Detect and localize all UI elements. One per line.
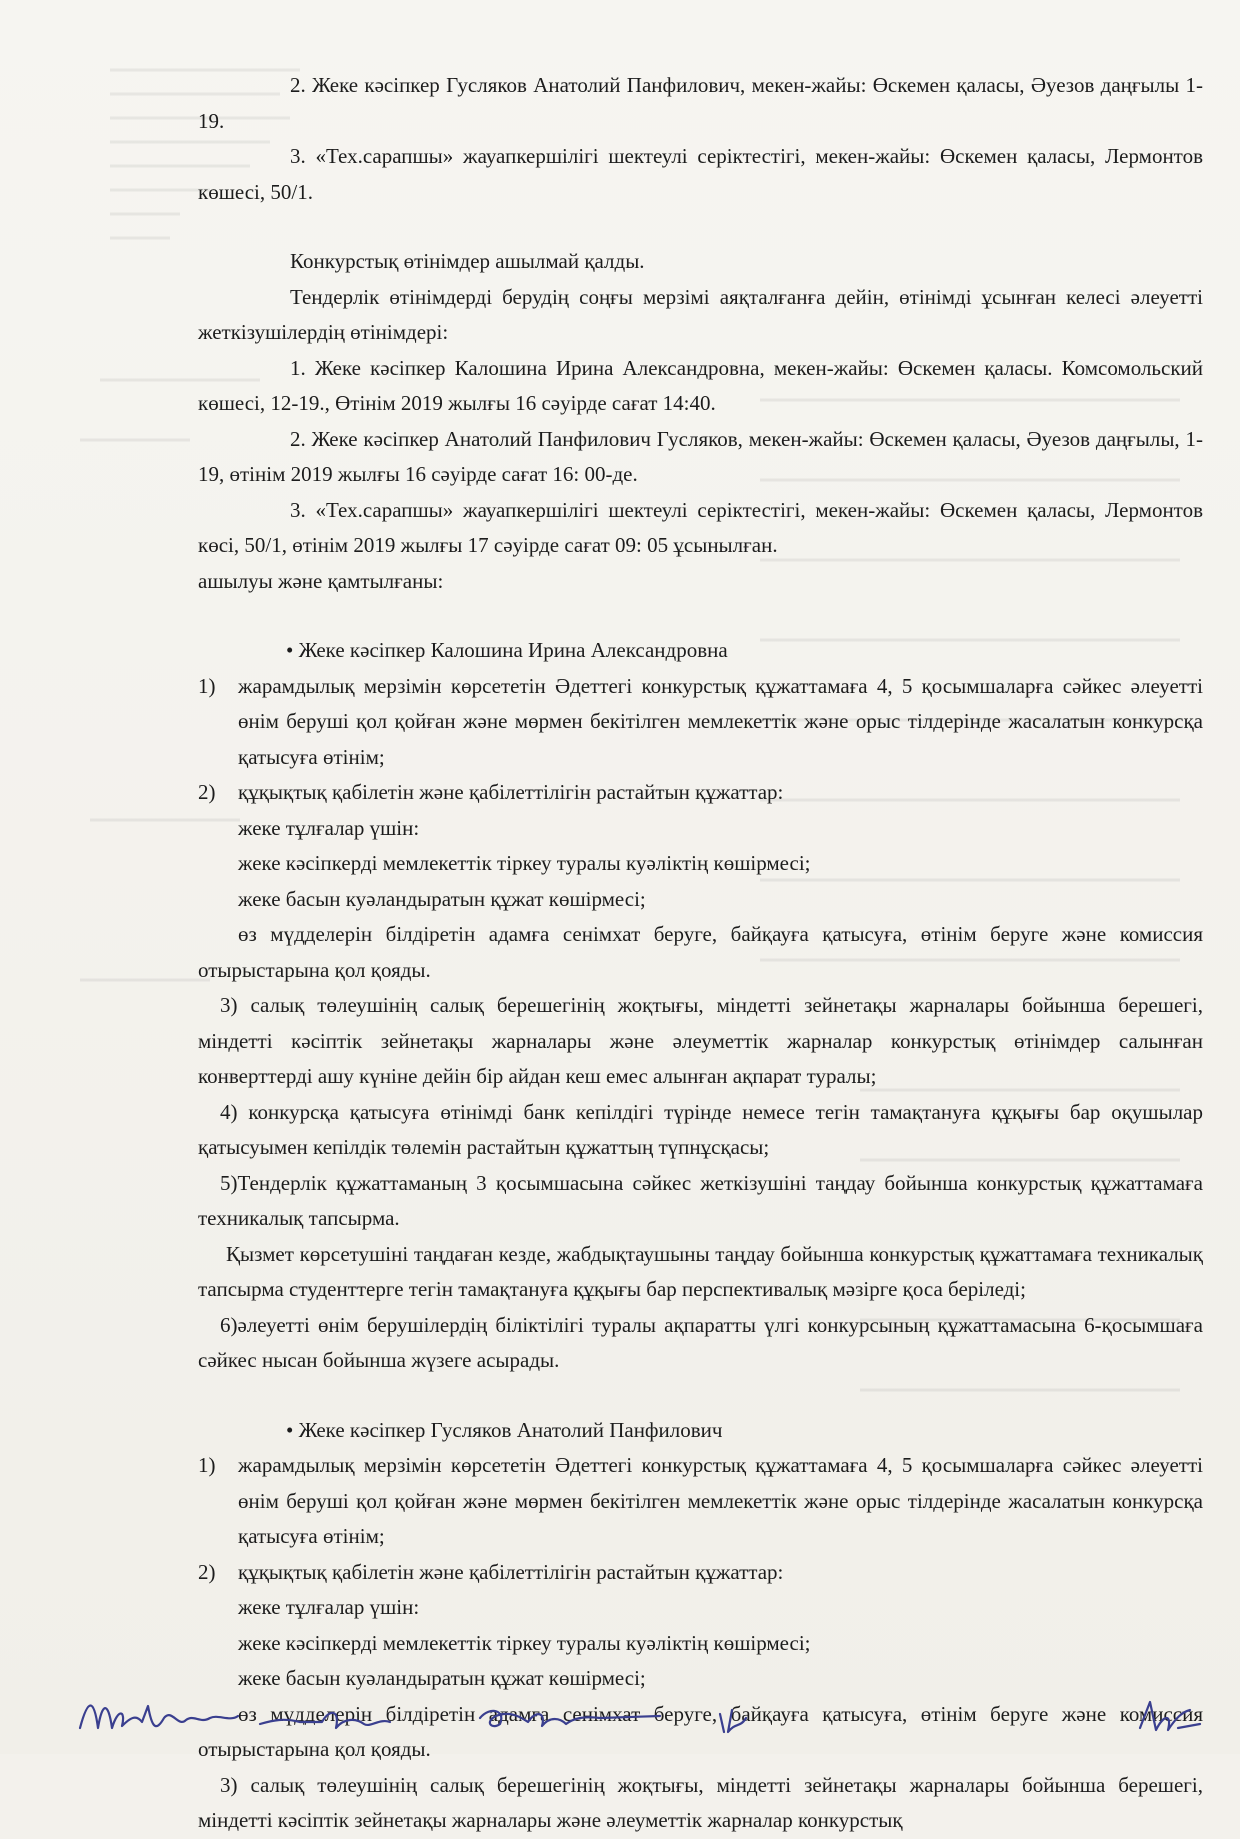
item-3: 3) салық төлеушінің салық берешегінің жоқтығы, міндетті зейнетақы жарналары бойынша берешегі, міндетті кәсіптік зейнетақы жарналары және әлеуметтік жарналар конкурстық өтінімдер салынған конверттерді ашу күніне дейін бір айдан кеш емес алынған ақпарат туралы; xyxy=(198,993,1203,1088)
power-of-attorney: өз мүдделерін білдіретін адамға сенімхат беруге, байқауға қатысуға, өтінім беруге және комиссия отырыстарына қол қояды. xyxy=(198,1701,1203,1761)
supplier-2-list xyxy=(198,1448,1203,1590)
item-5: 5)Тендерлік құжаттаманың 3 қосымшасына сәйкес жеткізушіні таңдау бойынша конкурстық құжаттамаға техникалық тапсырма. xyxy=(198,1170,1203,1230)
signature-strip xyxy=(60,1688,1210,1748)
service-note: Қызмет көрсетушіні таңдаған кезде, жабдықтаушыны таңдау бойынша конкурстық құжаттамаға техникалық тапсырма студенттерге тегін тамақтануға құқығы бар перспективалық мәзірге қоса беріледі; xyxy=(198,1241,1203,1301)
sub-item: жеке кәсіпкерді мемлекеттік тіркеу туралы куәліктің көшірмесі; xyxy=(238,851,811,875)
submitted-item-1: 1. Жеке кәсіпкер Калошина Ирина Александровна, мекен-жайы: Өскемен қаласы. Комсомольский көшесі, 12-19., Өтінім 2019 жылғы 16 сәуірде сағат 14:40. xyxy=(198,355,1203,415)
supplier-2-heading: • Жеке кәсіпкер Гусляков Анатолий Панфилович xyxy=(286,1417,723,1442)
list-item xyxy=(198,669,1203,776)
signature-4 xyxy=(1140,1702,1200,1730)
not-opened-note: Конкурстық өтінімдер ашылмай қалды. xyxy=(290,249,645,273)
opening-label: ашылуы және қамтылғаны: xyxy=(198,568,444,593)
signature-2 xyxy=(260,1713,390,1728)
item-text: құқықтық қабілетін және қабілеттілігін растайтын құжаттар: xyxy=(238,780,784,804)
submitted-item-3: 3. «Тех.сарапшы» жауапкершілігі шектеулі серіктестігі, мекен-жайы: Өскемен қаласы, Лермонтов көсі, 50/1, өтінім 2019 жылғы 17 сәуірде сағат 09: 05 ұсынылған. xyxy=(198,497,1203,557)
signature-3 xyxy=(480,1710,746,1732)
signature-1 xyxy=(80,1706,238,1729)
sub-item: жеке тұлғалар үшін: xyxy=(238,1595,420,1619)
item-text: жарамдылық мерзімін көрсететін Әдеттегі конкурстық құжаттамаға 4, 5 қосымшаларға сәйкес әлеуетті өнім беруші қол қойған және мөрмен бекітілген мемлекеттік және орыс тілдерінде жасалатын конкурсқа қатысуға өтінім; xyxy=(238,1453,1203,1548)
item-number: 1) xyxy=(198,1453,216,1477)
item-number: 1) xyxy=(198,673,216,698)
intro-item-2: 2. Жеке кәсіпкер Гусляков Анатолий Панфилович, мекен-жайы: Өскемен қаласы, Әуезов даңғылы 1-19. xyxy=(198,73,1203,133)
list-item xyxy=(198,775,1203,811)
item-6: 6)әлеуетті өнім берушілердің біліктілігі туралы ақпаратты үлгі конкурсының құжаттамасына 6-қосымшаға сәйкес нысан бойынша жүзеге асырады. xyxy=(198,1312,1203,1372)
item-4: 4) конкурсқа қатысуға өтінімді банк кепілдігі түрінде немесе тегін тамақтануға құқығы бар оқушылар қатысуымен кепілдік төлемін растайтын құжаттың түпнұсқасы; xyxy=(198,1099,1203,1159)
item-number: 2) xyxy=(198,1559,216,1584)
sub-item: жеке басын куәландыратын құжат көшірмесі; xyxy=(238,886,646,911)
supplier-1-heading: • Жеке кәсіпкер Калошина Ирина Александровна xyxy=(286,638,728,662)
submitted-item-2: 2. Жеке кәсіпкер Анатолий Панфилович Гусляков, мекен-жайы: Өскемен қаласы, Әуезов даңғылы, 1-19, өтінім 2019 жылғы 16 сәуірде сағат 16: 00-де. xyxy=(198,426,1203,486)
sub-item: жеке кәсіпкерді мемлекеттік тіркеу туралы куәліктің көшірмесі; xyxy=(238,1630,811,1655)
document-body xyxy=(198,68,1203,1839)
list-item xyxy=(198,1555,1203,1591)
item-text: құқықтық қабілетін және қабілеттілігін растайтын құжаттар: xyxy=(238,1559,784,1584)
item-3: 3) салық төлеушінің салық берешегінің жоқтығы, міндетті зейнетақы жарналары бойынша берешегі, міндетті кәсіптік зейнетақы жарналары және әлеуметтік жарналар конкурстық xyxy=(198,1772,1203,1832)
item-number: 2) xyxy=(198,780,216,804)
item-text: жарамдылық мерзімін көрсететін Әдеттегі конкурстық құжаттамаға 4, 5 қосымшаларға сәйкес әлеуетті өнім беруші қол қойған және мөрмен бекітілген мемлекеттік және орыс тілдерінде жасалатын конкурсқа қатысуға өтінім; xyxy=(238,673,1203,769)
supplier-1-list xyxy=(198,669,1203,811)
deadline-intro: Тендерлік өтінімдерді берудің соңғы мерзімі аяқталғанға дейін, өтінімді ұсынған келесі әлеуетті жеткізушілердің өтінімдері: xyxy=(198,284,1203,344)
power-of-attorney: өз мүдделерін білдіретін адамға сенімхат беруге, байқауға қатысуға, өтінім беруге және комиссия отырыстарына қол қояды. xyxy=(198,922,1203,982)
sub-item: жеке тұлғалар үшін: xyxy=(238,815,420,840)
intro-item-3: 3. «Тех.сарапшы» жауапкершілігі шектеулі серіктестігі, мекен-жайы: Өскемен қаласы, Лермонтов көшесі, 50/1. xyxy=(198,144,1203,204)
list-item xyxy=(198,1448,1203,1555)
sub-item: жеке басын куәландыратын құжат көшірмесі; xyxy=(238,1666,646,1690)
